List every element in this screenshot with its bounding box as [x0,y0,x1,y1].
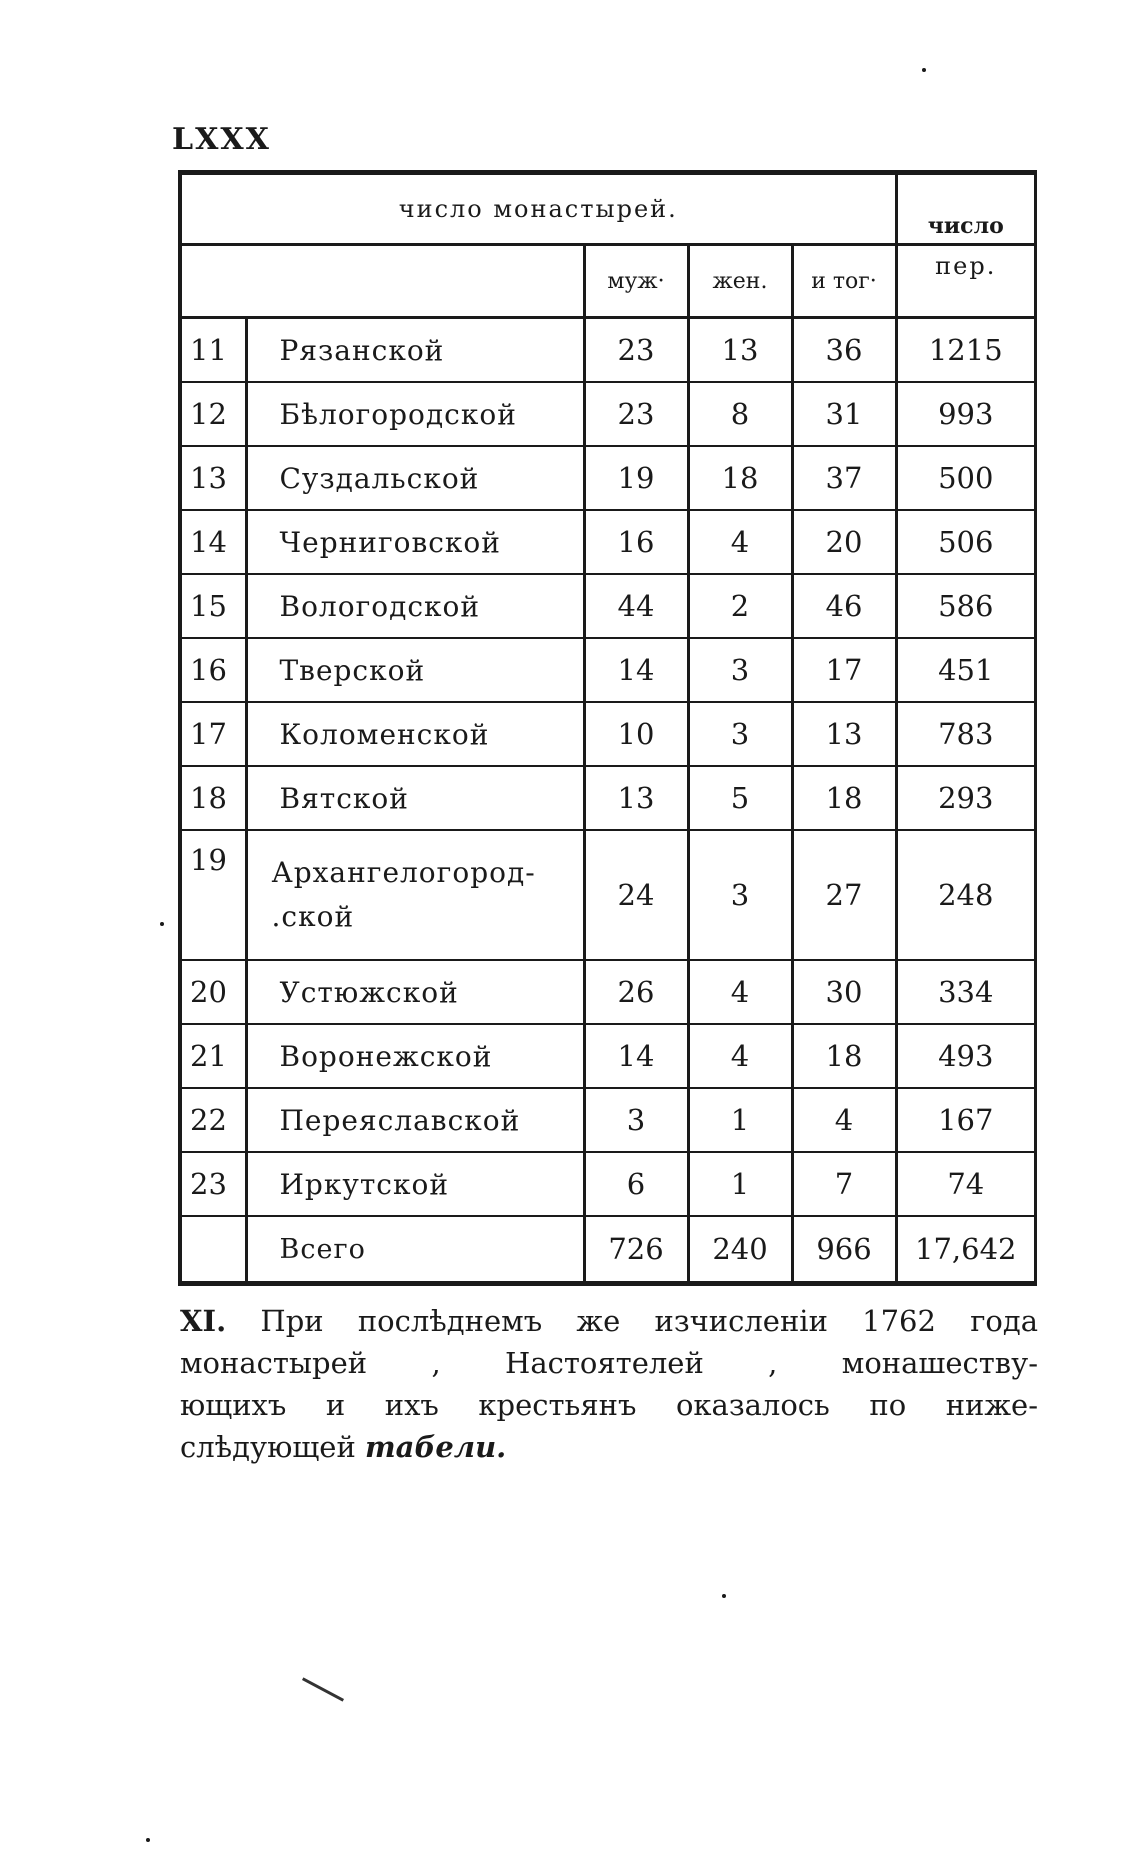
female-total: 240 [688,1216,792,1281]
persons-count: 493 [896,1024,1034,1088]
diocese-name: Воронежской [246,1024,584,1088]
male-count: 6 [584,1152,688,1216]
row-number: 22 [182,1088,246,1152]
paragraph-line-1 [180,1300,1038,1342]
ink-speck [922,68,926,72]
persons-count: 1215 [896,318,1034,383]
total-count: 18 [792,766,896,830]
table-row [182,1024,1034,1088]
row-number: 23 [182,1152,246,1216]
row-number: 12 [182,382,246,446]
row-number: 15 [182,574,246,638]
total-count: 18 [792,1024,896,1088]
male-count: 23 [584,382,688,446]
total-count: 36 [792,318,896,383]
total-count: 4 [792,1088,896,1152]
diocese-name: Рязанской [246,318,584,383]
male-count: 14 [584,638,688,702]
total-row-number-cell [182,1216,246,1281]
blank-header-cell [182,245,584,318]
male-count: 19 [584,446,688,510]
male-count: 26 [584,960,688,1024]
female-count: 4 [688,1024,792,1088]
persons-count: 500 [896,446,1034,510]
total-count: 27 [792,830,896,960]
row-number: 11 [182,318,246,383]
ink-speck [722,1594,726,1598]
table-row [182,638,1034,702]
table-row [182,510,1034,574]
total-count: 7 [792,1152,896,1216]
persons-count: 586 [896,574,1034,638]
persons-count: 74 [896,1152,1034,1216]
row-number: 21 [182,1024,246,1088]
row-number: 13 [182,446,246,510]
table-row [182,830,1034,960]
diocese-name: Вологодской [246,574,584,638]
paragraph-xi [180,1300,1038,1468]
diocese-name: Тверской [246,638,584,702]
row-number: 20 [182,960,246,1024]
diocese-name: Устюжской [246,960,584,1024]
row-number: 19 [182,830,246,960]
female-count: 1 [688,1088,792,1152]
table-subheader-row [182,245,1034,318]
persons-count: 334 [896,960,1034,1024]
ink-speck [160,922,164,926]
table-row [182,574,1034,638]
total-count: 31 [792,382,896,446]
paragraph-line-2: монастырей , Настоятелей , монашеству- [180,1346,1038,1380]
total-count: 20 [792,510,896,574]
male-count: 13 [584,766,688,830]
persons-count: 506 [896,510,1034,574]
male-count: 10 [584,702,688,766]
row-number: 16 [182,638,246,702]
persons-count: 248 [896,830,1034,960]
female-count: 18 [688,446,792,510]
total-count: 30 [792,960,896,1024]
diocese-name-line-1: Архангелогород- [271,856,536,889]
female-count: 4 [688,510,792,574]
paragraph-line-4 [180,1426,1038,1468]
persons-header-bottom: пер. [896,245,1034,318]
total-count: 17 [792,638,896,702]
male-header: муж· [584,245,688,318]
male-count: 44 [584,574,688,638]
female-count: 13 [688,318,792,383]
table-row [182,960,1034,1024]
male-count: 16 [584,510,688,574]
diocese-name: Иркутской [246,1152,584,1216]
paragraph-line-4-text: слѣдующей [180,1430,356,1464]
female-count: 8 [688,382,792,446]
table-row [182,1088,1034,1152]
table-row [182,318,1034,383]
diocese-name: Коломенской [246,702,584,766]
row-number: 18 [182,766,246,830]
diocese-name [246,830,584,960]
total-row [182,1216,1034,1281]
female-count: 4 [688,960,792,1024]
ink-stroke-mark [302,1677,344,1701]
diocese-name: Переяславской [246,1088,584,1152]
persons-count: 993 [896,382,1034,446]
table-row [182,1152,1034,1216]
female-count: 3 [688,830,792,960]
table-header-row [182,175,1034,245]
persons-count: 783 [896,702,1034,766]
male-count: 3 [584,1088,688,1152]
diocese-name: Бѣлогородской [246,382,584,446]
table-row [182,446,1034,510]
page-number: LXXX [172,122,271,157]
female-count: 3 [688,702,792,766]
persons-header-top: число [896,175,1034,245]
table-row [182,382,1034,446]
total-count: 46 [792,574,896,638]
male-count: 23 [584,318,688,383]
female-count: 1 [688,1152,792,1216]
paragraph-italic-word: табели. [365,1430,507,1464]
row-number: 17 [182,702,246,766]
total-header: и тог· [792,245,896,318]
male-total: 726 [584,1216,688,1281]
persons-count: 451 [896,638,1034,702]
male-count: 24 [584,830,688,960]
row-number: 14 [182,510,246,574]
female-count: 5 [688,766,792,830]
diocese-name: Суздальской [246,446,584,510]
ink-speck [146,1838,150,1842]
table-row [182,702,1034,766]
grand-total: 966 [792,1216,896,1281]
paragraph-line-1-text: При послѣднемъ же изчисленіи 1762 года [260,1304,1038,1338]
paragraph-number: XI. [180,1304,227,1338]
monastery-count-header: число монастырей. [182,175,896,245]
diocese-name: Вятской [246,766,584,830]
table-row [182,766,1034,830]
persons-count: 293 [896,766,1034,830]
female-count: 2 [688,574,792,638]
diocese-name: Черниговской [246,510,584,574]
total-label: Всего [279,1233,366,1265]
diocese-name-line-2: .ской [271,900,355,933]
persons-total: 17,642 [896,1216,1034,1281]
total-count: 37 [792,446,896,510]
paragraph-line-3: ющихъ и ихъ крестьянъ оказалось по ниже- [180,1388,1038,1422]
male-count: 14 [584,1024,688,1088]
monastery-table [178,170,1037,1286]
persons-count: 167 [896,1088,1034,1152]
female-header: жен. [688,245,792,318]
female-count: 3 [688,638,792,702]
total-count: 13 [792,702,896,766]
